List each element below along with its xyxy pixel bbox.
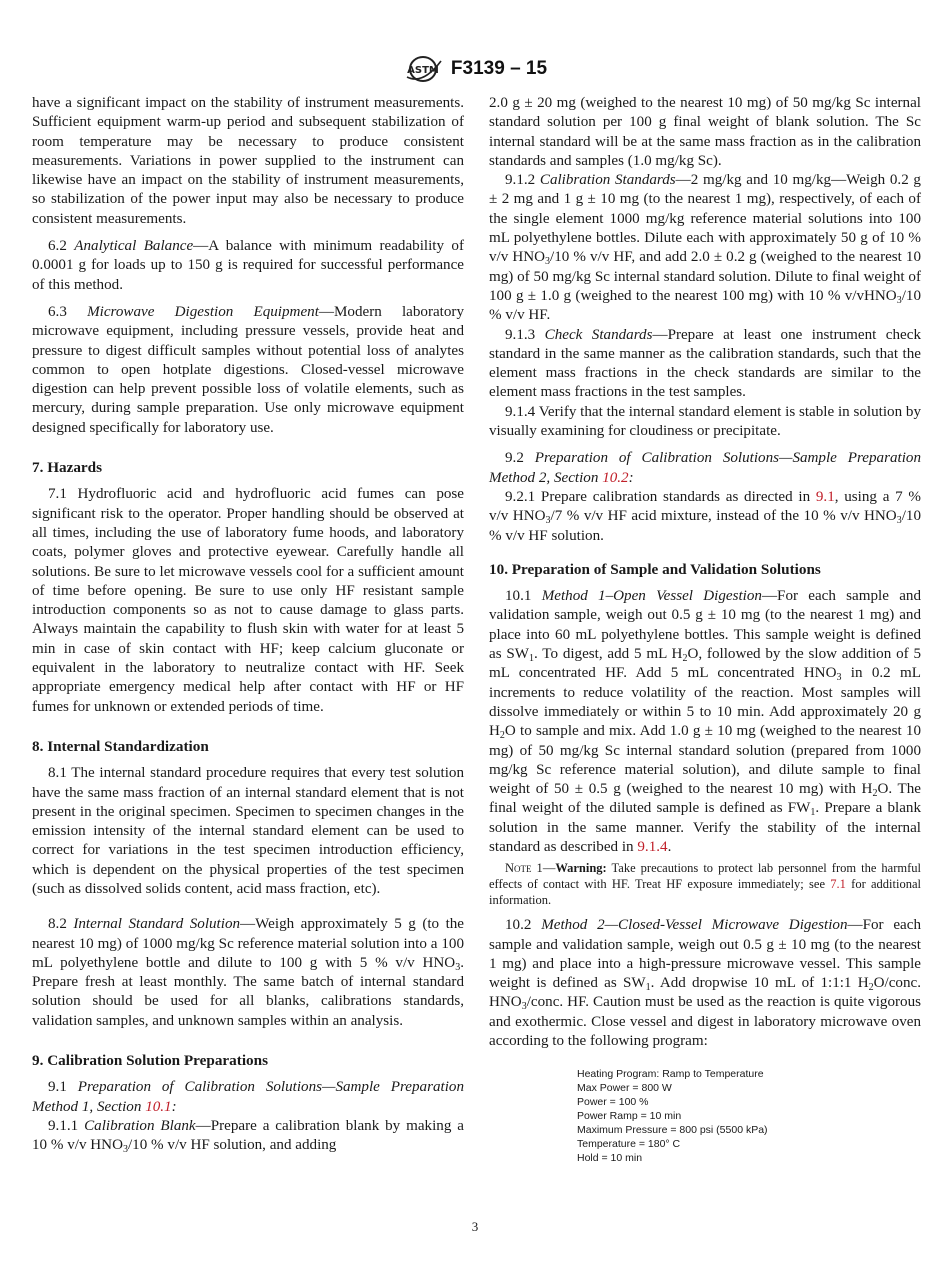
punctuation: . [667, 838, 672, 855]
paragraph-10-2 [489, 916, 921, 1051]
section-number: 10.2 [505, 917, 532, 934]
paragraph-body: O. The final weight of the diluted sample is defined as FW [489, 781, 921, 817]
subscript: 2 [499, 730, 505, 742]
paragraph-title: Preparation of Calibration Solutions—Sample Preparation Method 2, Section [489, 450, 921, 486]
svg-text:ASTM: ASTM [407, 65, 439, 76]
paragraph-title: Internal Standard Solution [73, 916, 241, 933]
paragraph-title: Analytical Balance [74, 238, 194, 255]
paragraph-body: 9.2.1 Prepare calibration standards as directed in [505, 488, 816, 505]
paragraph-title: Microwave Digestion Equipment [87, 303, 319, 320]
paragraph-body: /10 % v/v HF, and add 2.0 ± 0.2 g (weighed to the nearest 10 mg) of 50 mg/kg Sc internal standard solution. Dilute to final weight of 100 g ± 1.0 g (weighed to the nearest 100 mg) with 10 % v/vHNO [489, 249, 921, 304]
paragraph-title: Preparation of Calibration Solutions—Sample Preparation Method 1, Section [32, 1079, 464, 1115]
paragraph-9-1-3 [489, 326, 921, 403]
program-line: Hold = 10 min [577, 1152, 643, 1165]
paragraph-body: /7 % v/v HF acid mixture, instead of the 10 % v/v HNO [550, 508, 897, 525]
subscript: 3 [545, 256, 551, 268]
link-section-7-1[interactable]: 7.1 [830, 877, 846, 892]
program-line: Temperature = 180° C [577, 1138, 681, 1151]
astm-logo-icon [403, 55, 443, 83]
paragraph-body: /10 % v/v HF. [489, 287, 921, 324]
paragraph-title: Method 1–Open Vessel Digestion [541, 588, 762, 605]
paragraph-6-1-continued: have a significant impact on the stability of instrument measurements. Sufficient equipment warm-up period and subsequent stabilization of room temperature may be necessary to produce consistent measurements. Variations in power supplied to the instrument can likewise have an impact on the stability of instrument measurements, so stabilization of the power input may also be necessary to produce consistent measurements. [32, 95, 464, 227]
page-header [0, 55, 950, 83]
program-line: Power Ramp = 10 min [577, 1110, 682, 1123]
subscript: 3 [836, 672, 842, 684]
subscript: 1 [645, 982, 651, 994]
paragraph-body: /10 % v/v HF solution. [489, 508, 921, 544]
paragraph-body: —For each sample and validation sample, weigh out 0.5 g ± 10 mg (to the nearest 1 mg) and place into a high-pressure microwave vessel. This sample weight is defined as SW [489, 917, 921, 992]
program-line: Maximum Pressure = 800 psi (5500 kPa) [577, 1124, 768, 1137]
section-number: 10.1 [505, 588, 532, 605]
paragraph-body: . Prepare a blank solution in the same manner. Verify the stability of the internal standard as described in [489, 800, 922, 855]
paragraph-body: O/conc. HNO [489, 975, 921, 1011]
paragraph-body: /conc. HF. Caution must be used as the reaction is quite vigorous and exothermic. Close vessel and digest in laboratory microwave oven according to the following program: [489, 994, 921, 1050]
link-section-10-1[interactable]: 10.1 [145, 1098, 172, 1115]
subscript: 3 [521, 1001, 527, 1013]
subscript: 3 [896, 515, 902, 527]
right-column [489, 94, 921, 1165]
paragraph-body: —Prepare at least one instrument check standard in the same manner as the calibration standards, such that the element mass fractions in the check standards are similar to the element mass fractions in the test samples. [489, 326, 921, 401]
paragraph-9-1 [32, 1078, 464, 1117]
paragraph-body: . Prepare fresh at least monthly. The same batch of internal standard solution should be used for all blanks, calibrations standards, validation samples, and unknown samples within an analysis. [32, 954, 464, 1029]
paragraph-body: , using a 7 % v/v HNO [489, 488, 921, 525]
subscript: 1 [810, 807, 816, 819]
subscript: 2 [868, 982, 874, 994]
punctuation: : [628, 469, 634, 486]
section-heading-calibration-solution-preparations: 9. Calibration Solution Preparations [32, 1052, 268, 1070]
paragraph-9-1-4: 9.1.4 Verify that the internal standard element is stable in solution by visually examining for cloudiness or precipitate. [489, 403, 921, 440]
section-number: 9.1.3 [505, 326, 536, 343]
section-heading-hazards: 7. Hazards [32, 459, 103, 477]
section-number: 9.1.1 [48, 1117, 79, 1134]
program-line: Max Power = 800 W [577, 1082, 672, 1095]
subscript: 3 [545, 515, 551, 527]
subscript: 3 [455, 961, 461, 973]
subscript: 3 [122, 1144, 128, 1156]
paragraph-body: . To digest, add 5 mL H [534, 646, 683, 663]
section-number: 6.2 [48, 238, 67, 255]
section-number: 9.1.2 [505, 172, 536, 189]
paragraph-7-1: 7.1 Hydrofluoric acid and hydrofluoric acid fumes can pose significant risk to the operator. Proper handling should be observed at all times, including the use of laboratory fume hoods, and laboratory coats, polymer gloves and protective eyewear. Carefully handle all solutions. Be sure to let microwave vessels cool for a sufficient amount of time before opening. Be sure to use only HF resistant sample introduction components so as not to cause damage to glass parts. Always maintain the capability to flush skin with water for at least 5 min in case of skin contact with HF; keep calcium gluconate or equivalent in the laboratory to neutralize contact with HF. Seek appropriate emergency medical help after contact with HF or HF fumes for unknown or extended periods of time. [32, 486, 464, 715]
note-label: Note 1 [505, 861, 543, 876]
paragraph-10-1 [489, 587, 921, 857]
note-body: for additional information. [489, 877, 921, 908]
note-1-warning [489, 860, 921, 908]
program-line: Power = 100 % [577, 1096, 649, 1109]
heating-program-block [577, 1067, 921, 1165]
section-number: 6.3 [48, 303, 67, 320]
paragraph-8-1: 8.1 The internal standard procedure requires that every test solution have the same mass fraction of an internal standard element that is not present in the original specimen. Specimen to specimen changes in the emission intensity of the internal standard element can be used to correct for variations in the test specimen introduction efficiency, which is dependent on the physical properties of the test specimen (such as dissolved solids content, acid mass fraction, etc). [32, 765, 464, 897]
link-section-9-1[interactable]: 9.1 [815, 488, 835, 505]
paragraph-6-2 [32, 237, 464, 295]
section-number: 8.2 [48, 916, 67, 933]
paragraph-body: O, followed by the slow addition of 5 mL concentrated HF. Add 5 mL concentrated HNO [489, 646, 921, 682]
paragraph-body: O to sample and mix. Add 1.0 g ± 10 mg (weighed to the nearest 10 mg) of 50 mg/kg Sc internal standard solution (prepared from 1000 mg/kg Sc reference material solution), and dilute sample to final weight of 50 ± 0.5 g (weighed to the nearest 10 mg) with H [489, 723, 921, 798]
paragraph-body: —For each sample and validation sample, weigh out 0.5 g ± 10 mg (to the nearest 1 mg) and place into 60 mL polyethylene bottles. This sample weight is defined as SW [489, 588, 921, 663]
section-number: 9.1 [48, 1079, 67, 1096]
program-line: Heating Program: Ramp to Temperature [577, 1068, 764, 1081]
paragraph-body: —A balance with minimum readability of 0.0001 g for loads up to 150 g is required for successful performance of this method. [32, 238, 464, 293]
left-column [32, 94, 464, 1156]
paragraph-title: Check Standards [544, 326, 653, 343]
note-body: Take precautions to protect lab personnel from the harmful effects of contact with HF. Treat HF exposure immediately; see [489, 861, 921, 892]
paragraph-8-2 [32, 915, 464, 1031]
paragraph-title: Calibration Blank [84, 1117, 196, 1134]
paragraph-9-2 [489, 449, 921, 488]
punctuation: — [542, 861, 556, 876]
warning-label: Warning: [555, 861, 607, 876]
paragraph-title: Method 2—Closed-Vessel Microwave Digestion [541, 917, 848, 934]
paragraph-body: /10 % v/v HF solution, and adding [127, 1137, 337, 1154]
subscript: 2 [872, 788, 878, 800]
section-heading-sample-validation-solutions: 10. Preparation of Sample and Validation Solutions [489, 560, 821, 578]
paragraph-title: Calibration Standards [539, 172, 676, 189]
paragraph-6-3 [32, 303, 464, 438]
paragraph-body: . Add dropwise 10 mL of 1:1:1 H [650, 975, 869, 992]
paragraph-9-1-1-continued: 2.0 g ± 20 mg (weighed to the nearest 10 mg) of 50 mg/kg Sc internal standard solution per 100 g final weight of blank solution. The Sc internal standard will be at the same mass fraction as in the calibration standards and samples (1.0 mg/kg Sc). [489, 95, 921, 169]
paragraph-9-1-1 [32, 1117, 464, 1156]
punctuation: : [171, 1098, 177, 1115]
paragraph-9-1-2 [489, 171, 921, 325]
paragraph-9-2-1 [489, 488, 921, 546]
paragraph-body: —2 mg/kg and 10 mg/kg—Weigh 0.2 g ± 2 mg and 1 g ± 10 mg (to the nearest 1 mg), respectively, of each of the single element 1000 mg/kg reference material solutions into 100 mL polyethylene bottles. Dilute each with approximately 50 g of 10 % v/v HNO [489, 172, 921, 266]
link-section-9-1-4[interactable]: 9.1.4 [637, 838, 668, 855]
subscript: 1 [529, 653, 535, 665]
paragraph-body: —Prepare a calibration blank by making a 10 % v/v HNO [32, 1117, 464, 1154]
page-number: 3 [471, 1219, 479, 1234]
subscript: 2 [682, 653, 688, 665]
paragraph-body: —Weigh approximately 5 g (to the nearest 10 mg) of 1000 mg/kg Sc reference material solution into a 100 mL polyethylene bottle and dilute to 100 g with 5 % v/v HNO [32, 916, 465, 971]
paragraph-body: in 0.2 mL increments to reduce volatility of the reaction. Most samples will dissolve immediately or within 5 to 10 min. Add approximately 20 g H [489, 665, 921, 740]
link-section-10-2[interactable]: 10.2 [602, 469, 629, 486]
section-number: 9.2 [505, 450, 524, 467]
paragraph-body: —Modern laboratory microwave equipment, including pressure vessels, provide heat and pressure to digest difficult samples without potential loss of analytes common to open hotplate digestions. Closed-vessel microwave digestion can help prevent possible loss of volatile elements, such as mercury, during sample preparation. Use only microwave equipment designed specifically for laboratory use. [32, 303, 464, 436]
standard-designation: F3139 – 15 [450, 58, 548, 79]
subscript: 3 [896, 294, 902, 306]
section-heading-internal-standardization: 8. Internal Standardization [32, 737, 209, 755]
